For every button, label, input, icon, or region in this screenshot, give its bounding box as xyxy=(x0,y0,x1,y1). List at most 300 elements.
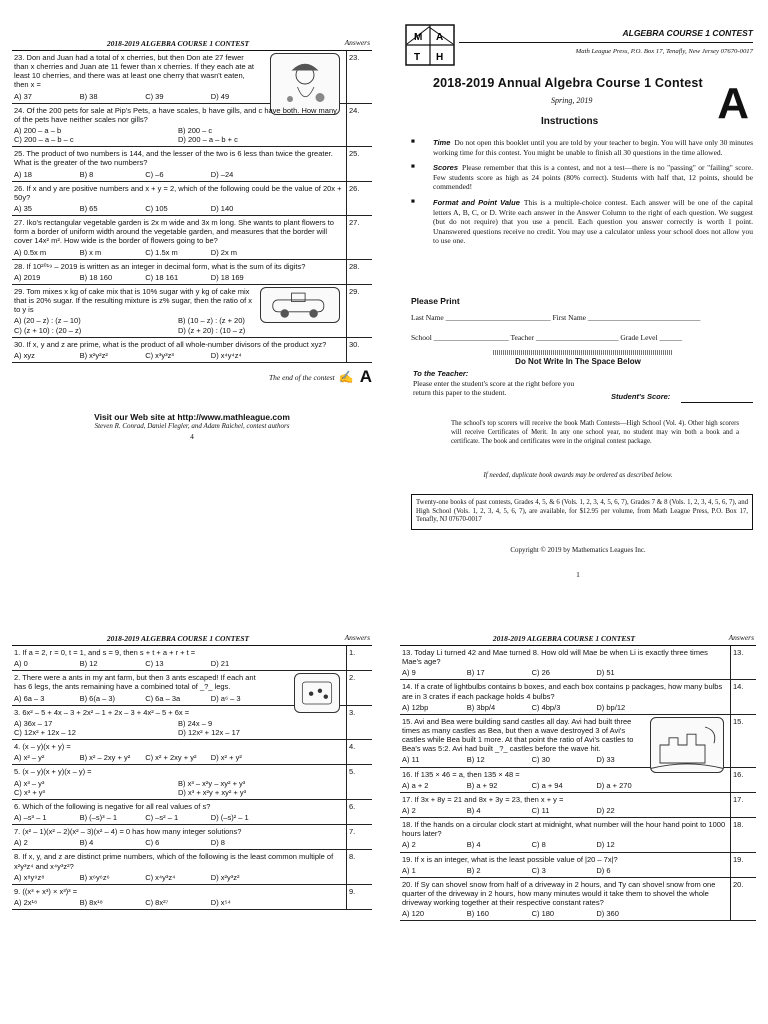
question-text: If the hands on a circular clock start at midnight, what number will the hour hand point to 1000 hours later? xyxy=(402,820,726,839)
question-stem xyxy=(402,682,726,700)
answer-box[interactable]: 14. xyxy=(730,680,756,713)
instruction-bullets xyxy=(411,138,753,252)
choice-b: B) 8 xyxy=(79,169,94,179)
question-text: Iko's rectangular vegetable garden is 2x m wide and 3x m long. She wants to plant flowers to form a border of uniform width around the vegetable garden, and measures that the border will cover 14x² m². How wide is the border of flowers going to be? xyxy=(14,218,334,246)
question-text: 6x² – 5 + 4x – 3 + 2x² – 1 + 2x – 3 + 4x² – 5 + 6x = xyxy=(22,707,190,717)
question-number: 4. xyxy=(14,742,21,752)
question-text: ((x³ + x³) × x³)³ = xyxy=(22,886,78,896)
choice-a: A) 35 xyxy=(14,203,32,213)
choice-a: A) 18 xyxy=(14,169,32,179)
contest-page-2 xyxy=(12,633,372,1024)
question-17 xyxy=(400,793,756,818)
question-stem xyxy=(14,262,342,271)
choice-c: C) 39 xyxy=(145,91,164,101)
choice-b: B) (10 – z) : (z + 20) xyxy=(178,316,245,326)
bullet-text: Do not open this booklet until you are told by your teacher to begin. You will have only 30 minutes working time for this contest. You might be unable to finish all 30 questions in the time allowed. xyxy=(433,138,753,157)
question-number: 13. xyxy=(402,648,413,657)
question-list xyxy=(12,646,372,910)
choice-c: C) 3 xyxy=(531,865,546,875)
choice-d: D) 200 – a – b + c xyxy=(178,135,238,145)
answer-box[interactable]: 3. xyxy=(346,706,372,739)
choice-c: C) –s² – 1 xyxy=(145,812,179,822)
question-stem xyxy=(14,149,342,167)
season: Spring, 2019 xyxy=(551,96,593,105)
choice-b: B) 24x – 9 xyxy=(178,718,213,728)
logo-letter-t: T xyxy=(414,52,421,63)
question-number: 23. xyxy=(14,53,25,62)
question-24 xyxy=(12,104,372,148)
question-20 xyxy=(400,878,756,922)
choice-a: A) 2x¹⁸ xyxy=(14,897,38,907)
question-stem xyxy=(14,767,342,776)
answer-box[interactable]: 29. xyxy=(346,285,372,337)
page-title: 2018-2019 ALGEBRA COURSE 1 CONTEST xyxy=(106,39,250,48)
answer-box[interactable]: 13. xyxy=(730,646,756,679)
question-stem xyxy=(14,852,342,870)
choice-b: B) x m xyxy=(79,247,102,257)
choice-d: D) 12x² + 12x – 17 xyxy=(178,727,240,737)
question-23 xyxy=(12,51,372,104)
question-4 xyxy=(12,740,372,765)
choice-b: B) x⁶y⁶z⁶ xyxy=(79,872,110,882)
answer-box[interactable]: 18. xyxy=(730,818,756,851)
answers-label: Answers xyxy=(344,38,370,47)
question-text: Of the 200 pets for sale at Pip's Pets, a have scales, b have gills, and c have both. How many of the pets have neither scales nor gills? xyxy=(14,105,337,124)
choice-c: C) x⁴y³z⁴ xyxy=(145,872,176,882)
question-number: 7. xyxy=(14,827,21,837)
answer-box[interactable]: 15. xyxy=(730,715,756,767)
contest-cover-page xyxy=(403,20,753,585)
choice-c: C) (z + 10) : (20 – z) xyxy=(14,325,82,335)
answer-box[interactable]: 23. xyxy=(346,51,372,103)
bullet-text: Please remember that this is a contest, and not a test—there is no "passing" or "failing" score. Few students score as high as 24 points (80% correct). Students with half that, 12 points, should be commended! xyxy=(433,163,753,192)
choice-d: D) x⁴y⁴z⁴ xyxy=(210,350,242,360)
answer-box[interactable]: 7. xyxy=(346,825,372,849)
answer-box[interactable]: 24. xyxy=(346,104,372,147)
question-stem xyxy=(14,218,342,245)
student-score-field[interactable] xyxy=(681,402,753,403)
choice-d: D) a + 270 xyxy=(596,780,632,790)
question-3 xyxy=(12,706,372,740)
question-stem xyxy=(14,673,342,691)
choice-c: C) 8x²⁷ xyxy=(145,897,169,907)
answer-choices xyxy=(14,248,342,257)
question-text: If x, y and z are prime, what is the product of all whole-number divisors of the product xyz? xyxy=(26,339,327,349)
question-number: 14. xyxy=(402,682,413,692)
books-offer-box: Twenty-one books of past contests, Grades 4, 5, & 6 (Vols. 1, 2, 3, 4, 5, 6, 7), Grades 7 & 8 (Vols. 1, 2, 3, 4, 5, 6, 7), and High School (Vols. 1, 2, 3, 4, 5, 6, 7), are available, for $12.95 per volume, from Math League Press, P.O. Box 17, Tenafly, NJ 07670-0017 xyxy=(411,494,753,530)
answer-choices xyxy=(14,898,342,907)
car-illustration xyxy=(260,287,340,323)
choice-d: D) 18 169 xyxy=(210,272,244,282)
question-text: If a = 2, r = 0, t = 1, and s = 9, then s + t + a + r + t = xyxy=(22,648,196,657)
choice-c: C) –6 xyxy=(145,169,164,179)
choice-b: B) 65 xyxy=(79,203,98,213)
question-19 xyxy=(400,853,756,878)
choice-a: A) 200 – a – b xyxy=(14,125,62,135)
press-address: Math League Press, P.O. Box 17, Tenafly, New Jersey 07670-0017 xyxy=(575,48,753,55)
question-number: 20. xyxy=(402,879,413,889)
answer-box[interactable]: 6. xyxy=(346,800,372,824)
contest-page-4 xyxy=(12,38,372,583)
answer-choices xyxy=(14,351,342,360)
question-6 xyxy=(12,800,372,825)
question-text: Don and Juan had a total of x cherries, but then Don ate 27 fewer than x cherries and Juan ate 11 fewer than x cherries. If they each ate at least 10 cherries, and there was at least one cherry that wasn't eaten, then x = xyxy=(14,53,254,90)
choice-c: C) x² + 2xy + y² xyxy=(145,753,197,763)
choice-a: A) xyz xyxy=(14,350,35,360)
question-text: Which of the following is negative for all real values of s? xyxy=(22,801,211,811)
choice-d: D) –24 xyxy=(210,169,234,179)
answer-choices xyxy=(14,813,342,822)
do-not-write-notice: Do Not Write In The Space Below xyxy=(515,357,641,366)
question-number: 1. xyxy=(14,648,21,657)
choice-d: D) 33 xyxy=(596,755,615,765)
question-16 xyxy=(400,768,756,793)
choice-c: C) 1.5x m xyxy=(145,247,178,257)
question-number: 9. xyxy=(14,886,21,896)
page-number: 4 xyxy=(190,431,194,441)
question-text: (x – y)(x + y)(x – y) = xyxy=(22,767,92,777)
choice-d: D) 12 xyxy=(596,840,615,850)
answer-choices xyxy=(14,659,342,668)
choice-b: B) a + 92 xyxy=(466,780,498,790)
question-7 xyxy=(12,825,372,850)
question-number: 5. xyxy=(14,767,21,777)
choice-d: D) x³ + x²y + xy² + y³ xyxy=(178,787,247,797)
website-link[interactable]: Visit our Web site at http://www.mathleague.com xyxy=(94,411,290,422)
choice-c: C) 200 – a – b – c xyxy=(14,135,74,145)
choice-a: A) 0.5x m xyxy=(14,247,47,257)
question-27 xyxy=(12,216,372,260)
question-text: If a crate of lightbulbs contains b boxes, and each box contains p packages, how many bulbs are in 3 crates if each package holds 4 bulbs? xyxy=(402,682,723,701)
choice-b: B) 4 xyxy=(466,805,481,815)
page-title: 2018-2019 ALGEBRA COURSE 1 CONTEST xyxy=(106,634,250,643)
choice-b: B) 6(a – 3) xyxy=(79,693,116,703)
choice-d: D) 21 xyxy=(210,659,230,669)
answer-box[interactable]: 30. xyxy=(346,338,372,362)
page-footer xyxy=(12,412,372,441)
choice-b: B) 18 160 xyxy=(79,272,113,282)
question-text: If 135 × 46 = a, then 135 × 48 = xyxy=(414,769,520,779)
question-stem xyxy=(402,770,726,779)
question-stem xyxy=(14,106,342,124)
answer-box[interactable]: 1. xyxy=(346,646,372,670)
choice-c: C) a + 94 xyxy=(531,780,563,790)
choice-a: A) 0 xyxy=(14,659,28,669)
choice-c: C) 11 xyxy=(531,805,550,815)
answer-choices xyxy=(14,753,342,762)
question-text: Avi and Bea were building sand castles all day. Avi had built three times as many castles as Bea, but then a wave destroyed 3 of Avi's castles while Bea built 1 more. At that point the ratio of Avi's castles to Bea's was 5:2. Avi had built _?_ castles before the wave hit. xyxy=(402,716,634,754)
choice-c: C) x³y³z³ xyxy=(145,350,174,360)
question-number: 15. xyxy=(402,716,413,726)
question-number: 26. xyxy=(14,183,25,193)
answer-box[interactable]: 5. xyxy=(346,765,372,798)
brand-name: ALGEBRA COURSE 1 CONTEST xyxy=(622,28,753,38)
choice-b: B) 38 xyxy=(79,91,98,101)
choice-b: B) 200 – c xyxy=(178,125,213,135)
question-14 xyxy=(400,680,756,714)
choice-a: A) a + 2 xyxy=(402,780,429,790)
choice-a: A) 2019 xyxy=(14,272,41,282)
name-fields[interactable]: Last Name ____________________________ First Name ______________________________ xyxy=(411,313,701,322)
question-stem xyxy=(14,648,342,657)
choice-c: C) 105 xyxy=(145,203,168,213)
answer-choices xyxy=(14,170,342,179)
question-stem xyxy=(402,795,726,804)
math-league-logo xyxy=(405,24,455,66)
question-text: If x and y are positive numbers and x + y = 2, which of the following could be the value of 20x + 50y? xyxy=(14,183,342,202)
choice-a: A) 11 xyxy=(402,755,420,765)
answer-choices xyxy=(402,806,726,815)
choice-a: A) 12bp xyxy=(402,702,429,712)
question-number: 8. xyxy=(14,852,21,862)
answer-choices xyxy=(14,838,342,847)
choice-d: D) x² + y² xyxy=(210,753,242,763)
page-header xyxy=(12,633,372,646)
question-text: (x – y)(x + y) = xyxy=(22,742,71,752)
bullet-heading: Scores xyxy=(433,163,459,173)
choice-b: B) x² – 2xy + y² xyxy=(79,753,131,763)
choice-c: C) 12x² + 12x – 12 xyxy=(14,727,76,737)
question-text: Tom mixes x kg of cake mix that is 10% sugar with y kg of cake mix that is 20% sugar. If the resulting mixture is z% sugar, then the ratio of x to y is xyxy=(14,286,253,315)
answer-choices xyxy=(14,204,342,213)
question-5 xyxy=(12,765,372,799)
awards-note: The school's top scorers will receive the book Math Contests—High School (Vol. 4). Other high scorers will receive Certificates of Merit. In any one school year, no student may win both a book and a certificate. The book and certificates were in the original contest package. xyxy=(451,420,739,445)
choice-b: B) 3bp/4 xyxy=(466,702,496,712)
choice-a: A) 2 xyxy=(402,840,416,850)
end-text: The end of the contest xyxy=(268,372,335,382)
choice-c: C) 13 xyxy=(145,659,164,669)
choice-c: C) 26 xyxy=(531,668,550,678)
choice-b: B) 4 xyxy=(466,840,481,850)
answer-box[interactable]: 8. xyxy=(346,850,372,883)
choice-a: A) –s³ – 1 xyxy=(14,812,47,822)
answer-box[interactable]: 4. xyxy=(346,740,372,764)
question-text: Today Li turned 42 and Mae turned 8. How old will Mae be when Li is exactly three times Mae's age? xyxy=(402,648,708,667)
choice-c: C) 30 xyxy=(531,755,550,765)
question-29 xyxy=(12,285,372,338)
answer-choices xyxy=(402,909,726,918)
choice-a: A) 2 xyxy=(14,838,28,848)
question-stem xyxy=(14,708,342,717)
question-8 xyxy=(12,850,372,884)
choice-d: D) 140 xyxy=(210,203,234,213)
divider xyxy=(459,42,753,43)
question-18 xyxy=(400,818,756,852)
choice-a: A) x⁸y⁹z⁸ xyxy=(14,872,45,882)
contest-page-3 xyxy=(400,633,756,1024)
choice-c: C) 8 xyxy=(531,840,546,850)
question-stem xyxy=(14,742,342,751)
page-header xyxy=(400,633,756,646)
choice-a: A) x² – y² xyxy=(14,753,45,763)
choice-d: D) 6 xyxy=(596,865,611,875)
answer-choices xyxy=(14,779,342,797)
answer-choices xyxy=(14,719,342,737)
answer-box[interactable]: 28. xyxy=(346,260,372,284)
teacher-instruction: Please enter the student's score at the right before you return this paper to the student. xyxy=(413,379,575,398)
choice-c: C) 180 xyxy=(531,909,555,919)
choice-a: A) 9 xyxy=(402,668,416,678)
answer-choices xyxy=(402,668,726,677)
question-number: 24. xyxy=(14,105,25,115)
question-number: 29. xyxy=(14,286,25,296)
bullet-time xyxy=(411,138,753,157)
question-2 xyxy=(12,671,372,705)
choice-b: B) x²y²z² xyxy=(79,350,108,360)
question-text: If 3x + 8y = 21 and 8x + 3y = 23, then x + y = xyxy=(414,794,564,804)
question-number: 18. xyxy=(402,820,413,830)
choice-d: D) 2x m xyxy=(210,247,238,257)
question-stem xyxy=(14,340,342,349)
question-30 xyxy=(12,338,372,363)
sandcastle-illustration xyxy=(650,717,724,773)
choice-d: D) 49 xyxy=(210,91,230,101)
choice-a: A) (20 – z) : (z – 10) xyxy=(14,316,81,326)
end-of-contest xyxy=(12,367,372,388)
question-number: 6. xyxy=(14,801,21,811)
answer-box[interactable]: 26. xyxy=(346,182,372,215)
answer-choices xyxy=(402,781,726,790)
choice-b: B) 4 xyxy=(79,838,94,848)
answer-box[interactable]: 2. xyxy=(346,671,372,704)
choice-b: B) 12 xyxy=(79,659,98,669)
answer-choices xyxy=(14,873,342,882)
duplicate-note: If needed, duplicate book awards may be ordered as described below. xyxy=(483,472,673,479)
answer-choices xyxy=(14,694,342,703)
choice-b: B) 2 xyxy=(466,865,481,875)
answer-choices xyxy=(402,840,726,849)
question-stem xyxy=(402,855,726,864)
question-number: 16. xyxy=(402,769,413,779)
contest-letter-large: A xyxy=(717,79,749,128)
question-15 xyxy=(400,715,756,768)
logo-letter-a: A xyxy=(436,32,444,43)
answer-choices xyxy=(402,866,726,875)
choice-a: A) 6a – 3 xyxy=(14,693,45,703)
answer-choices xyxy=(14,126,342,144)
bullet-heading: Time xyxy=(433,138,451,147)
please-print-heading: Please Print xyxy=(411,296,460,306)
question-text: If x, y, and z are distinct prime numbers, which of the following is the least common multiple of x²y³z⁴ and x⁴y³z²? xyxy=(14,852,334,871)
choice-d: D) 51 xyxy=(596,668,615,678)
page-number: 1 xyxy=(576,570,580,579)
question-number: 19. xyxy=(402,854,413,864)
answers-label: Answers xyxy=(728,633,754,642)
question-text: The product of two numbers is 144, and the lesser of the two is 6 less than twice the greater. What is the greater of the two numbers? xyxy=(14,149,333,168)
question-stem xyxy=(402,880,726,907)
choice-b: B) (–s)³ – 1 xyxy=(79,812,118,822)
cover-title: 2018-2019 Annual Algebra Course 1 Contest xyxy=(433,76,703,90)
choice-a: A) 1 xyxy=(402,865,416,875)
question-list xyxy=(12,51,372,363)
contest-letter: A xyxy=(359,366,372,386)
bullet-format xyxy=(411,198,753,246)
choice-c: C) x³ + y³ xyxy=(14,787,46,797)
bullet-heading: Format and Point Value xyxy=(433,197,520,207)
choice-b: B) 8x¹⁸ xyxy=(79,897,103,907)
choice-c: C) 18 161 xyxy=(145,272,179,282)
question-stem xyxy=(14,887,342,896)
question-stem xyxy=(14,802,342,811)
choice-d: D) 360 xyxy=(596,909,619,919)
question-13 xyxy=(400,646,756,680)
answer-box[interactable]: 9. xyxy=(346,885,372,909)
choice-d: D) x²y³z² xyxy=(210,872,240,882)
question-stem xyxy=(402,820,726,838)
question-stem xyxy=(14,827,342,836)
choice-c: C) 6 xyxy=(145,838,160,848)
choice-d: D) x⁵⁴ xyxy=(210,897,231,907)
choice-a: A) 37 xyxy=(14,91,32,101)
choice-b: B) 160 xyxy=(466,909,489,919)
choice-a: A) 2 xyxy=(402,805,416,815)
question-text: If x is an integer, what is the least possible value of |20 – 7x|? xyxy=(414,854,618,864)
question-25 xyxy=(12,147,372,181)
answer-box[interactable]: 27. xyxy=(346,216,372,259)
question-9 xyxy=(12,885,372,910)
choice-d: D) bp/12 xyxy=(596,702,626,712)
logo-letter-m: M xyxy=(414,32,423,43)
teacher-heading: To the Teacher: xyxy=(413,369,469,378)
question-text: There were a ants in my ant farm, but then 3 ants escaped! If each ant has 6 legs, the ants remaining have a combined total of _?_ legs. xyxy=(14,673,256,692)
choice-a: A) x³ – y³ xyxy=(14,778,45,788)
question-number: 30. xyxy=(14,339,25,349)
choice-c: C) 6a – 3a xyxy=(145,693,181,703)
instructions-heading: Instructions xyxy=(541,116,599,127)
choice-d: D) a⁶ – 3 xyxy=(210,693,241,703)
question-number: 2. xyxy=(14,673,21,683)
choice-d: D) (–s)² – 1 xyxy=(210,812,249,822)
answer-box[interactable]: 25. xyxy=(346,147,372,180)
question-text: If 10²⁰¹⁹ – 2019 is written as an integer in decimal form, what is the sum of its digits? xyxy=(26,261,306,271)
answer-choices xyxy=(14,273,342,282)
choice-a: A) 36x – 17 xyxy=(14,718,53,728)
choice-d: D) 8 xyxy=(210,838,225,848)
question-28 xyxy=(12,260,372,285)
bullet-text: This is a multiple-choice contest. Each answer will be one of the capital letters A, B, C, or D. Write each answer in the Answer Column to the right of each question. We suggest (but do not require) that you use a pencil. Each question you answer correctly is worth 1 point. Unanswered questions receive no credit. You may use a calculator unless your school does not allow you to use one. xyxy=(433,197,753,246)
choice-b: B) x³ – x²y – xy² + y³ xyxy=(178,778,246,788)
question-number: 27. xyxy=(14,218,25,228)
logo-letter-h: H xyxy=(436,52,444,63)
choice-a: A) 120 xyxy=(402,909,425,919)
student-score-label: Student's Score: xyxy=(611,392,671,401)
copyright: Copyright © 2019 by Mathematics Leagues Inc. xyxy=(510,546,646,554)
choice-c: C) 4bp/3 xyxy=(531,702,561,712)
question-number: 3. xyxy=(14,707,21,717)
question-1 xyxy=(12,646,372,671)
answer-box[interactable]: 19. xyxy=(730,853,756,877)
answer-choices xyxy=(402,703,726,712)
question-stem xyxy=(14,184,342,202)
question-26 xyxy=(12,182,372,216)
page-title: 2018-2019 ALGEBRA COURSE 1 CONTEST xyxy=(492,634,636,643)
question-number: 17. xyxy=(402,794,413,804)
question-stem xyxy=(402,648,726,666)
authors: Steven R. Conrad, Daniel Flegler, and Adam Raichel, contest authors xyxy=(94,422,290,431)
choice-b: B) 17 xyxy=(466,668,485,678)
hatched-divider xyxy=(493,350,673,355)
question-list xyxy=(400,646,756,921)
question-text: If Sy can shovel snow from half of a driveway in 2 hours, and Ty can shovel snow from one quarter of the driveway in 2 hours, how many minutes would it take them to shovel the whole driveway working together at their respective constant rates? xyxy=(402,879,716,908)
page-header xyxy=(12,38,372,51)
answer-box[interactable]: 16. xyxy=(730,768,756,792)
answer-box[interactable]: 17. xyxy=(730,793,756,817)
choice-d: D) (z + 20) : (10 – z) xyxy=(178,325,246,335)
school-fields[interactable]: School ____________________ Teacher ______________________ Grade Level ______ xyxy=(411,333,682,342)
answer-box[interactable]: 20. xyxy=(730,878,756,921)
pencil-icon: ✍ xyxy=(338,369,354,384)
question-number: 25. xyxy=(14,149,25,159)
